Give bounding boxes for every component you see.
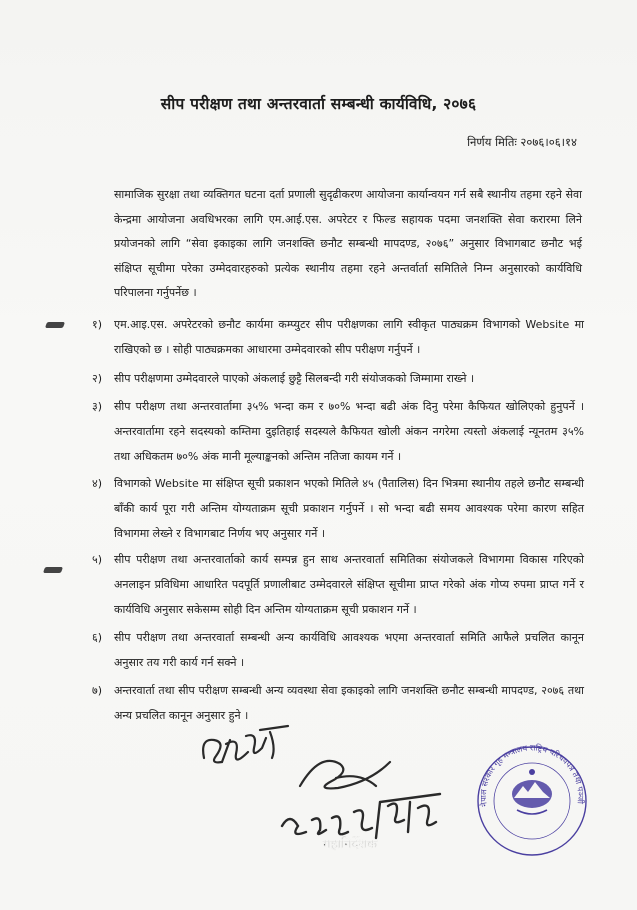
list-item: [92, 312, 584, 362]
list-item: [92, 547, 584, 622]
list-item: [92, 471, 584, 546]
item-text: विभागको Website मा संक्षिप्त सूची प्रकाशन भएको मितिले ४५ (पैतालिस) दिन भित्रमा स्थानीय तहले छनौट सम्बन्धी बाँकी कार्य पूरा गरी अन्तिम योग्यताक्रम सूची प्रकाशन गर्नुपर्ने । सो भन्दा बढी समय आवश्यक परेमा कारण सहित विभागमा लेख्ने र विभागबाट निर्णय भए अनुसार गर्ने ।: [114, 477, 584, 540]
list-item: [92, 366, 584, 391]
item-number: ४): [92, 477, 103, 490]
list-item: [92, 625, 584, 675]
emblem-icon: [512, 769, 552, 814]
item-number: ५): [92, 553, 103, 566]
item-number: ३): [92, 400, 103, 413]
item-text: सीप परीक्षणमा उम्मेदवारले पाएको अंकलाई छुट्टै सिलबन्दी गरी संयोजकको जिम्मामा राख्ने ।: [114, 372, 475, 385]
director-general-signature: [280, 742, 460, 852]
margin-mark: [43, 567, 63, 573]
item-text: एम.आइ.एस. अपरेटरको छनौट कार्यमा कम्प्युटर सीप परीक्षणका लागि स्वीकृत पाठ्यक्रम विभागको Website मा राखिएको छ । सोही पाठ्यक्रमका आधारमा उम्मेदवारको सीप परीक्षण गर्नुपर्ने ।: [114, 318, 584, 356]
document-title: सीप परीक्षण तथा अन्तरवार्ता सम्बन्धी कार्यविधि, २०७६: [160, 95, 477, 113]
item-number: २): [92, 372, 103, 385]
margin-mark: [45, 322, 65, 328]
item-text: सीप परीक्षण तथा अन्तरवार्ता सम्बन्धी अन्य कार्यविधि आवश्यक भएमा अन्तरवार्ता समिति आफैले प्रचलित कानून अनुसार तय गरी कार्य गर्न सक्ने ।: [114, 631, 584, 669]
seal-text: नेपाल सरकार गृह मन्त्रालय राष्ट्रिय परिचयपत्र तथा पञ्जी: [478, 743, 586, 808]
official-seal: [473, 742, 591, 860]
list-item: [92, 394, 584, 469]
item-number: १): [92, 318, 103, 331]
item-text: सीप परीक्षण तथा अन्तरवार्ताको कार्य सम्पन्न हुन साथ अन्तरवार्ता समितिका संयोजकले विभागमा विकास गरिएको अनलाइन प्रविधिमा आधारित पदपूर्ति प्रणालीबाट उम्मेदवारले संक्षिप्त सूचीमा प्राप्त गरेको अंक गोप्य रुपमा प्राप्त गर्ने र कार्यविधि अनुसार सकेसम्म सोही दिन अन्तिम योग्यताक्रम सूची प्रकाशन गर्ने ।: [114, 553, 584, 616]
list-item: [92, 678, 584, 728]
item-number: ७): [92, 684, 103, 697]
intro-paragraph: सामाजिक सुरक्षा तथा व्यक्तिगत घटना दर्ता प्रणाली सुदृढीकरण आयोजना कार्यान्वयन गर्न सबै स्थानीय तहमा रहने सेवा केन्द्रमा आयोजना अवधिभरका लागि एम.आई.एस. अपरेटर र फिल्ड सहायक पदमा जनशक्ति सेवा करारमा लिने प्रयोजनको लागि “सेवा इकाइका लागि जनशक्ति छनौट सम्बन्धी मापदण्ड, २०७६” अनुसार विभागबाट छनौट भई संक्षिप्त सूचीमा परेका उम्मेदवारहरुको प्रत्येक स्थानीय तहमा रहने अन्तर्वार्ता समितिले निम्न अनुसारको कार्यविधि परिपालना गर्नुपर्नेछ ।: [114, 188, 582, 300]
signature-title: महानिर्देशक: [322, 837, 378, 852]
decision-date: निर्णय मितिः २०७६।०६।१४: [467, 135, 577, 149]
item-number: ६): [92, 631, 103, 644]
item-text: सीप परीक्षण तथा अन्तरवार्तामा ३५% भन्दा कम र ७०% भन्दा बढी अंक दिनु परेमा कैफियत खोलिएको हुनुपर्ने । अन्तरवार्तामा रहने सदस्यको कम्तिमा दुइतिहाई सदस्यले कैफियत खोली अंकन नगरेमा त्यस्तो अंकलाई न्यूनतम ३५% तथा अधिकतम ७०% अंक मानी मूल्याङ्कनको अन्तिम नतिजा कायम गर्ने ।: [114, 400, 584, 463]
item-text: अन्तरवार्ता तथा सीप परीक्षण सम्बन्धी अन्य व्यवस्था सेवा इकाइको लागि जनशक्ति छनौट सम्बन्धी मापदण्ड, २०७६ तथा अन्य प्रचलित कानून अनुसार हुने ।: [114, 684, 584, 722]
